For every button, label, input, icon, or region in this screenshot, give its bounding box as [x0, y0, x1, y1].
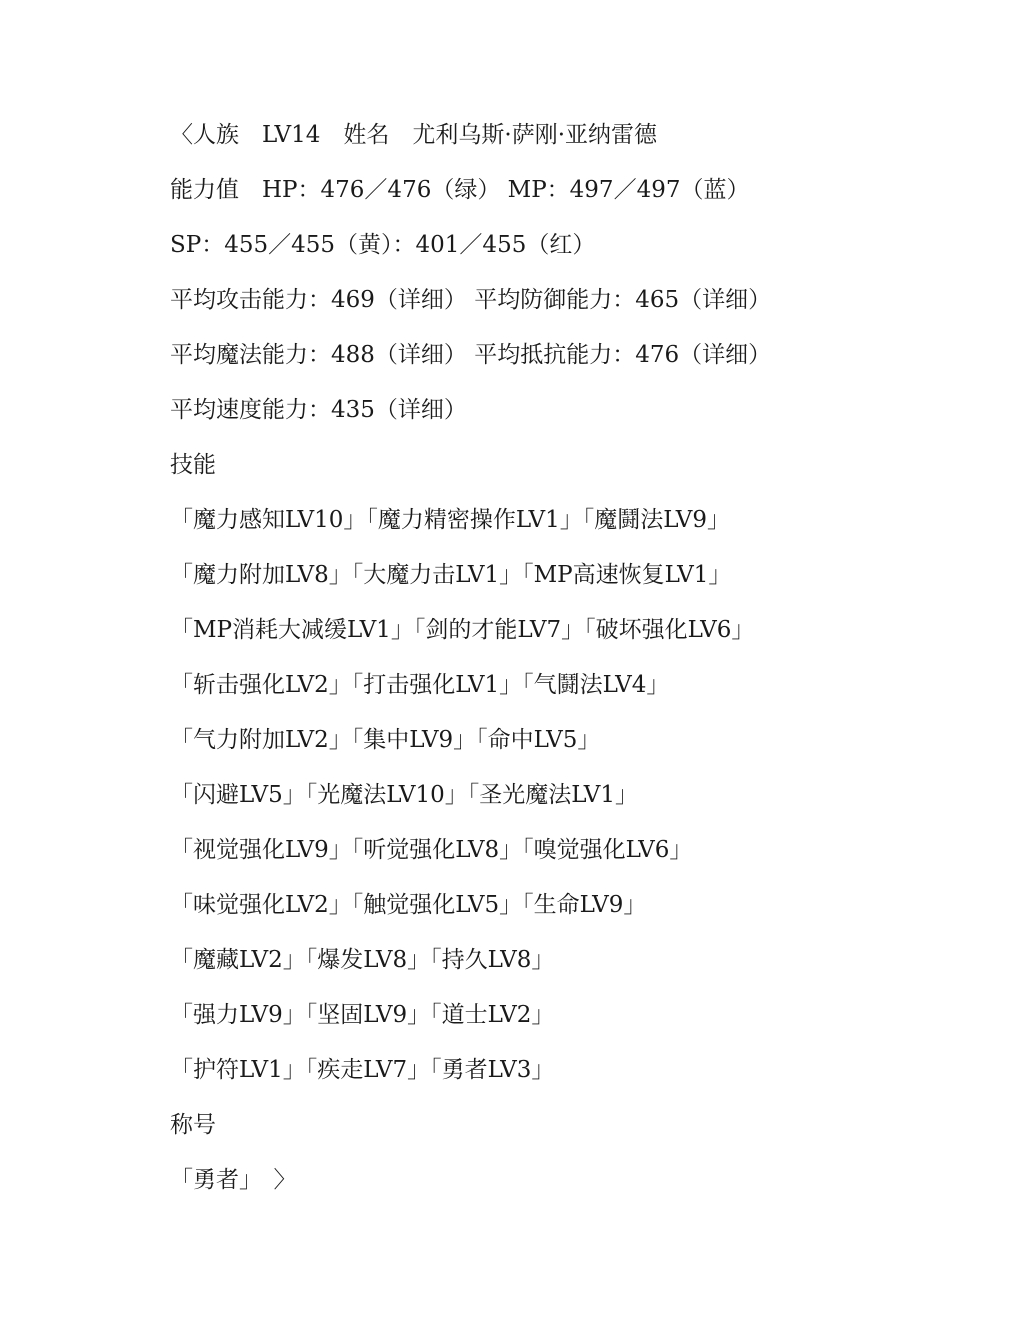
sp-line: SP：455／455（黄）：401／455（红） [170, 232, 596, 258]
magic-resist-line: 平均魔法能力：488（详细） 平均抵抗能力：476（详细） [170, 342, 772, 368]
skill-row-10: 「强力LV9」「坚固LV9」「道士LV2」 [170, 1002, 555, 1028]
skill-row-3: 「MP消耗大减缓LV1」「剑的才能LV7」「破坏强化LV6」 [170, 617, 755, 643]
skills-heading: 技能 [170, 452, 216, 478]
speed-line: 平均速度能力：435（详细） [170, 397, 467, 423]
skill-row-8: 「味觉强化LV2」「触觉强化LV5」「生命LV9」 [170, 892, 647, 918]
titles-heading: 称号 [170, 1112, 216, 1138]
skill-row-6: 「闪避LV5」「光魔法LV10」「圣光魔法LV1」 [170, 782, 638, 808]
skill-row-4: 「斩击强化LV2」「打击强化LV1」「气鬪法LV4」 [170, 672, 670, 698]
title-row-1: 「勇者」 〉 [170, 1167, 297, 1193]
skill-row-2: 「魔力附加LV8」「大魔力击LV1」「MP高速恢复LV1」 [170, 562, 732, 588]
hp-mp-line: 能力值 HP：476／476（绿） MP：497／497（蓝） [170, 177, 750, 203]
attack-defense-line: 平均攻击能力：469（详细） 平均防御能力：465（详细） [170, 287, 772, 313]
skill-row-7: 「视觉强化LV9」「听觉强化LV8」「嗅觉强化LV6」 [170, 837, 693, 863]
status-header-line: 〈人族 LV14 姓名 尤利乌斯·萨刚·亚纳雷德 [170, 122, 658, 148]
skill-row-9: 「魔藏LV2」「爆发LV8」「持久LV8」 [170, 947, 555, 973]
skill-row-1: 「魔力感知LV10」「魔力精密操作LV1」「魔鬪法LV9」 [170, 507, 730, 533]
skill-row-11: 「护符LV1」「疾走LV7」「勇者LV3」 [170, 1057, 555, 1083]
skill-row-5: 「气力附加LV2」「集中LV9」「命中LV5」 [170, 727, 601, 753]
